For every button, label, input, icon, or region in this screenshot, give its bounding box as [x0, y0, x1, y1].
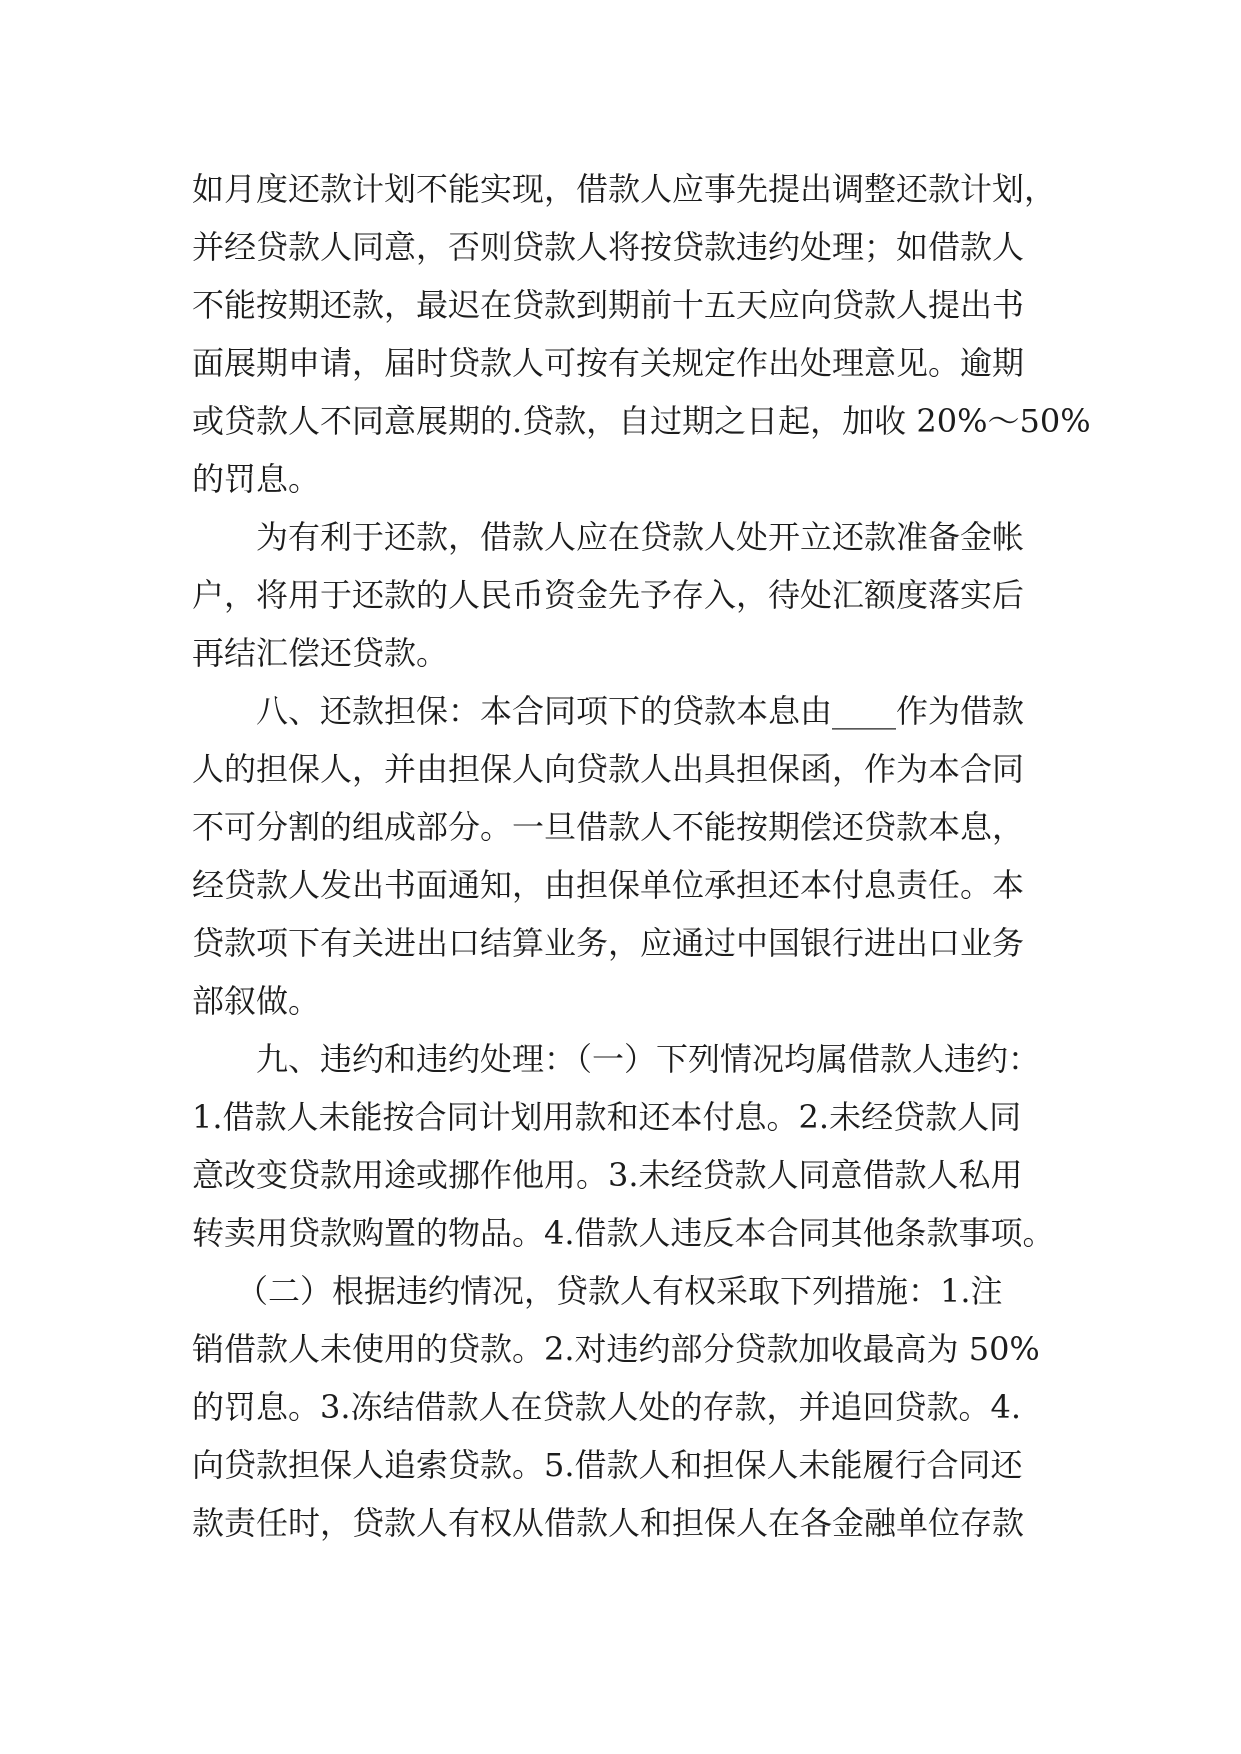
text-line: 款责任时，贷款人有权从借款人和担保人在各金融单位存款: [192, 1504, 1025, 1542]
text-line: 人的担保人，并由担保人向贷款人出具担保函，作为本合同: [192, 750, 1025, 788]
text-line: 转卖用贷款购置的物品。4.借款人违反本合同其他条款事项。: [192, 1214, 1055, 1252]
text-line: 贷款项下有关进出口结算业务，应通过中国银行进出口业务: [192, 924, 1025, 962]
paragraph-start-line: 九、违约和违约处理：（一）下列情况均属借款人违约：: [256, 1040, 1041, 1078]
text-line: 并经贷款人同意，否则贷款人将按贷款违约处理；如借款人: [192, 228, 1025, 266]
text-line: 销借款人未使用的贷款。2.对违约部分贷款加收最高为 50%: [192, 1330, 1040, 1368]
text-line: 户，将用于还款的人民币资金先予存入，待处汇额度落实后: [192, 576, 1025, 614]
text-line: 意改变贷款用途或挪作他用。3.未经贷款人同意借款人私用: [192, 1156, 1023, 1194]
text-line: 的罚息。: [192, 460, 321, 498]
text-line: 再结汇偿还贷款。: [192, 634, 449, 672]
text-line: 不可分割的组成部分。一旦借款人不能按期偿还贷款本息，: [192, 808, 1025, 846]
text-line: 或贷款人不同意展期的.贷款，自过期之日起，加收 20%～50%: [192, 402, 1091, 440]
text-line: 面展期申请，届时贷款人可按有关规定作出处理意见。逾期: [192, 344, 1025, 382]
paragraph-start-line: （二）根据违约情况，贷款人有权采取下列措施：1.注: [236, 1272, 1003, 1310]
text-line: 向贷款担保人追索贷款。5.借款人和担保人未能履行合同还: [192, 1446, 1023, 1484]
document-body: [192, 160, 1092, 1552]
text-line: 1.借款人未能按合同计划用款和还本付息。2.未经贷款人同: [192, 1098, 1022, 1136]
paragraph-start-line: 为有利于还款，借款人应在贷款人处开立还款准备金帐: [256, 518, 1025, 556]
text-line: 经贷款人发出书面通知，由担保单位承担还本付息责任。本: [192, 866, 1025, 904]
text-line: 部叙做。: [192, 982, 321, 1020]
text-line: 的罚息。3.冻结借款人在贷款人处的存款，并追回贷款。4.: [192, 1388, 1022, 1426]
text-line: 不能按期还款，最迟在贷款到期前十五天应向贷款人提出书: [192, 286, 1025, 324]
paragraph-start-line: 八、还款担保：本合同项下的贷款本息由____作为借款: [256, 692, 1025, 730]
text-line: 如月度还款计划不能实现，借款人应事先提出调整还款计划，: [192, 170, 1057, 208]
